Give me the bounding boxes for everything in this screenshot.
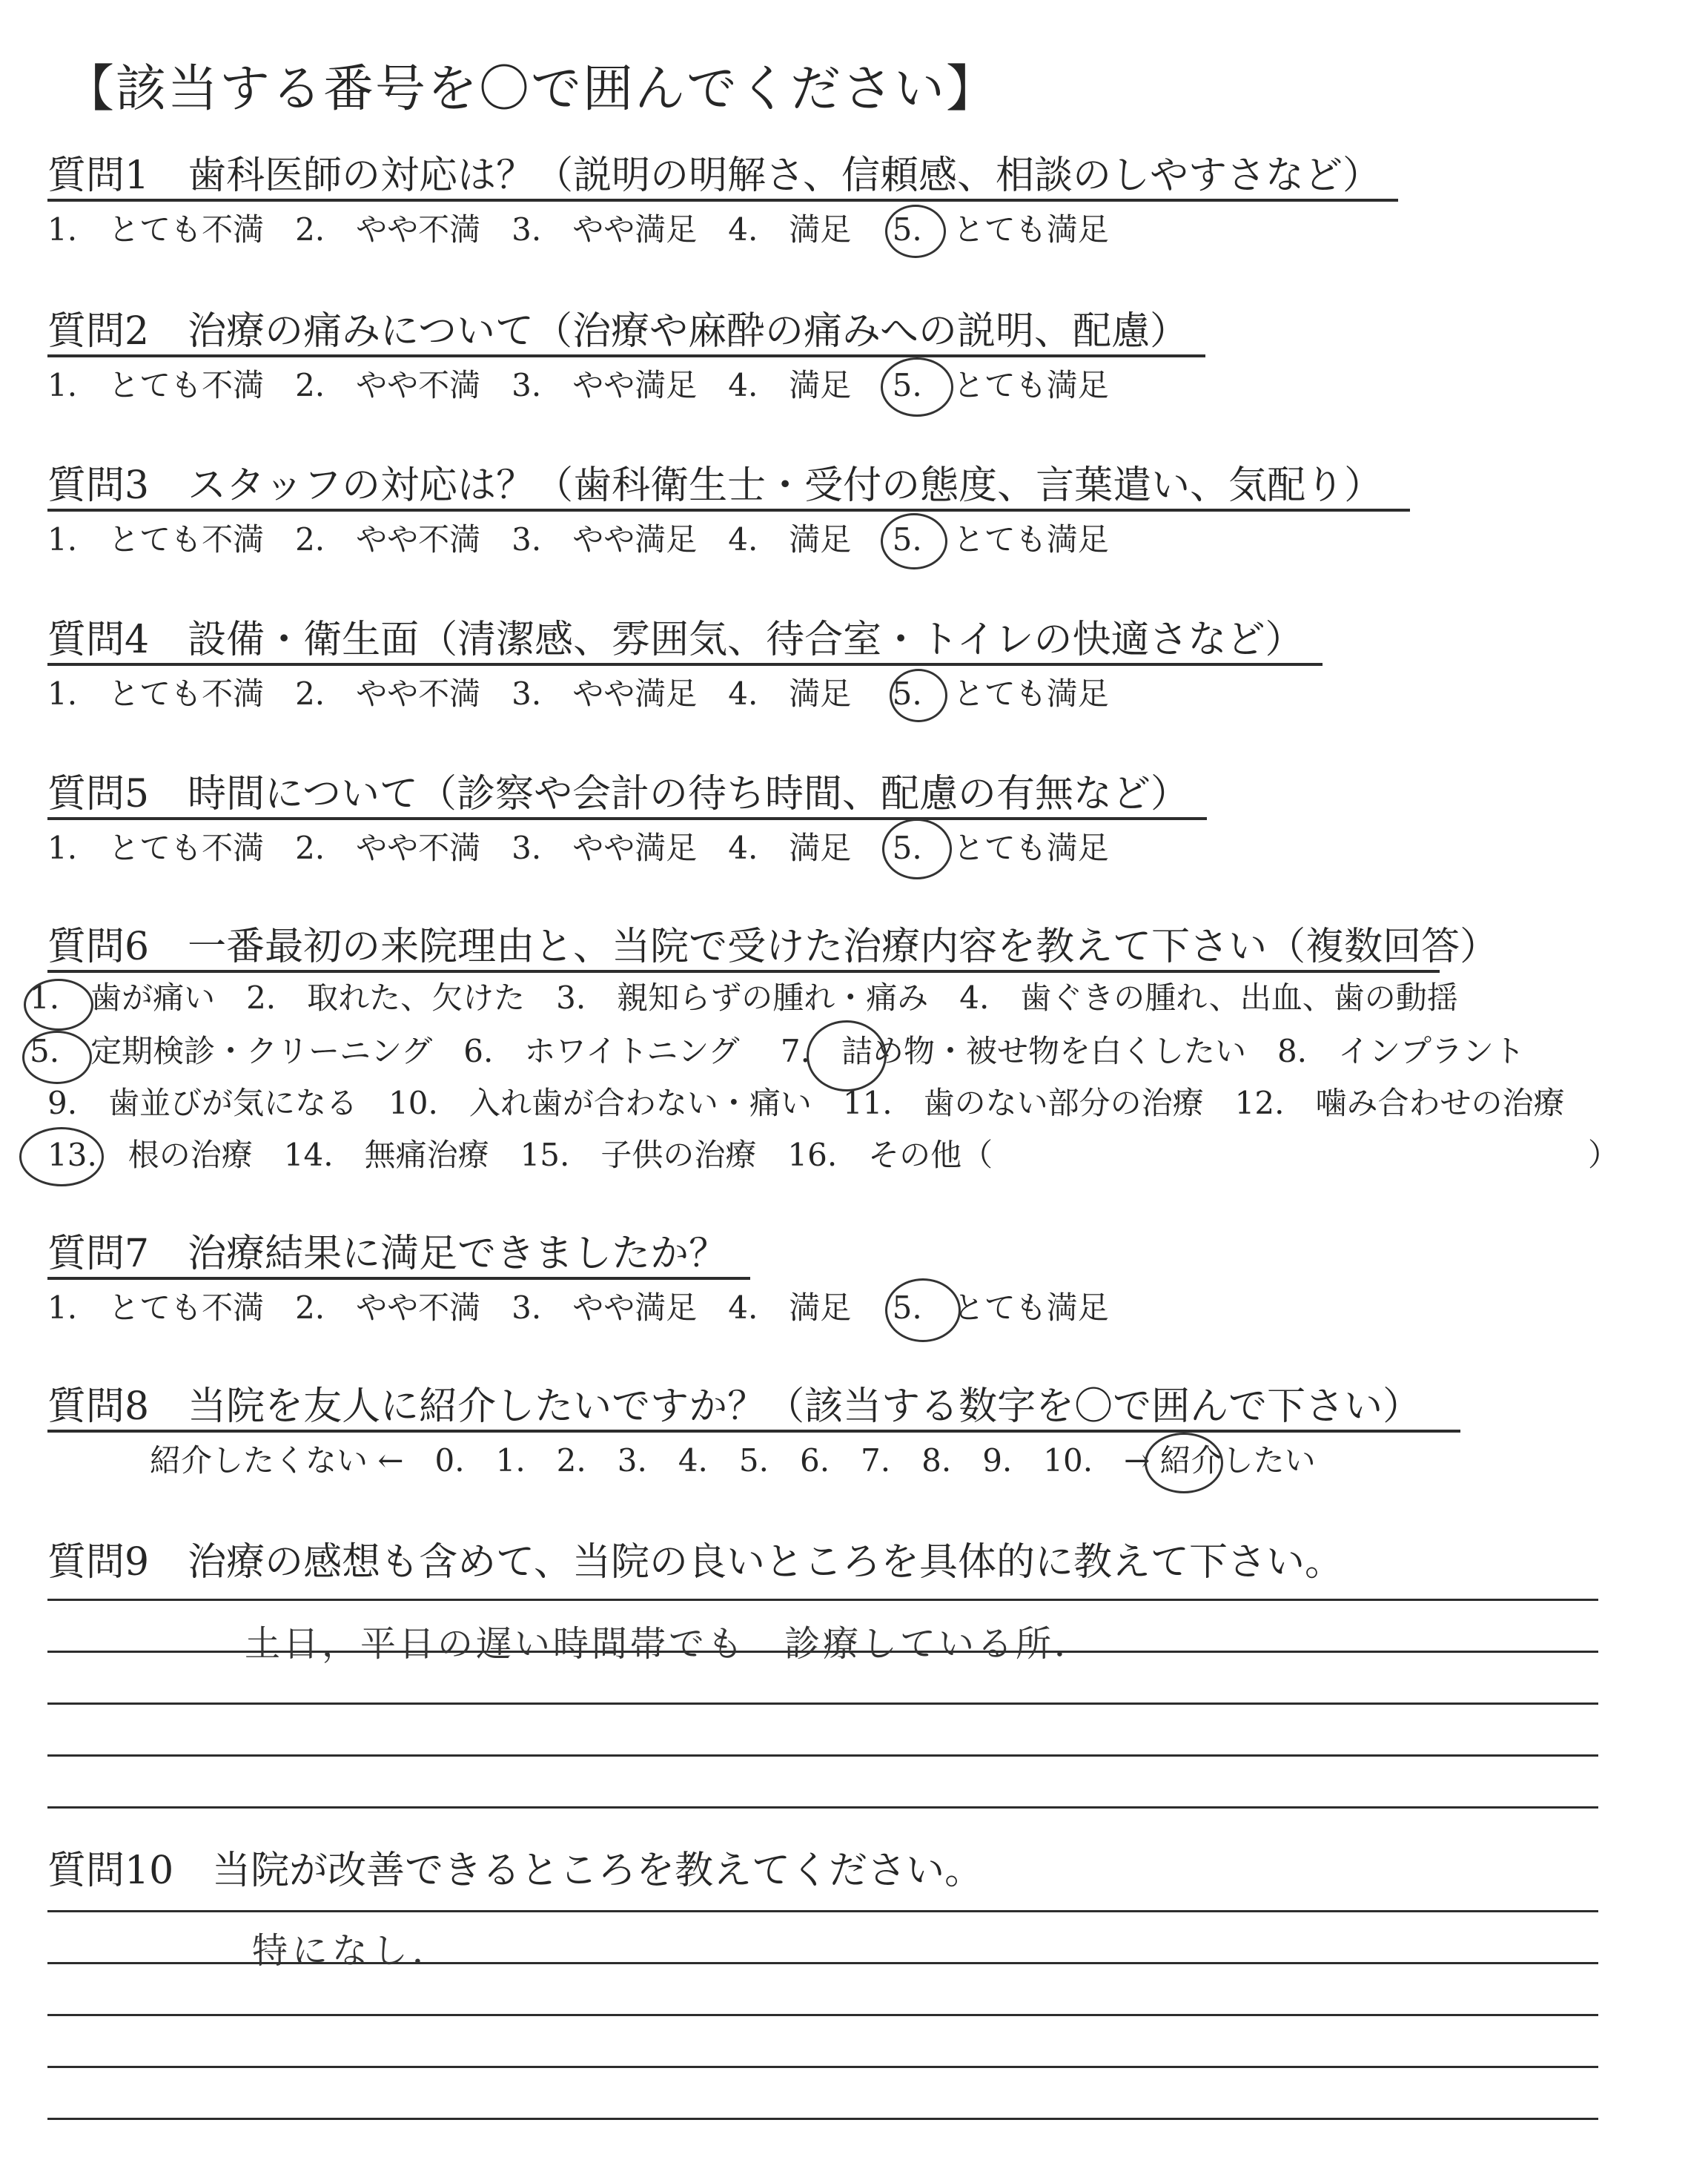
question-6-label: 質問6 一番最初の来院理由と、当院で受けた治療内容を教えて下さい（複数回答）: [47, 925, 1499, 969]
writing-line: [47, 2066, 1598, 2068]
writing-line: [47, 1599, 1598, 1601]
question-2-label: 質問2 治療の痛みについて（治療や麻酔の痛みへの説明、配慮）: [47, 309, 1189, 354]
answer-circle-q2: [881, 357, 953, 417]
answer-circle-q3: [881, 513, 947, 569]
question-6-options-line-4: 13. 根の治療 14. 無痛治療 15. 子供の治療 16. その他（: [47, 1137, 993, 1173]
question-4-underline: [47, 663, 1323, 666]
question-2-underline: [47, 354, 1205, 357]
question-3-underline: [47, 509, 1410, 512]
question-9-handwritten-answer: 土日，平日の遅い時間帯でも 診療している所．: [245, 1623, 1093, 1665]
question-3-options: 1. とても不満 2. やや不満 3. やや満足 4. 満足 5. とても満足: [47, 521, 1109, 558]
answer-circle-q6-7: [807, 1020, 887, 1091]
question-6-other-close: ）: [1588, 1137, 1620, 1173]
question-10-handwritten-answer: 特になし．: [252, 1930, 453, 1972]
question-2-options: 1. とても不満 2. やや不満 3. やや満足 4. 満足 5. とても満足: [47, 367, 1109, 403]
question-1-underline: [47, 199, 1398, 202]
page-title: 【該当する番号を〇で囲んでください】: [64, 60, 999, 119]
answer-circle-q6-13: [19, 1127, 104, 1186]
question-8-underline: [47, 1430, 1460, 1433]
writing-line: [47, 1754, 1598, 1757]
answer-circle-q6-1: [24, 979, 93, 1031]
question-6-options-line-2: 5. 定期検診・クリーニング 6. ホワイトニング 7. 詰め物・被せ物を白くしたい 8. インプラント: [30, 1033, 1526, 1069]
question-10-label: 質問10 当院が改善できるところを教えてください。: [47, 1849, 984, 1893]
writing-line: [47, 1910, 1598, 1912]
writing-line: [47, 2118, 1598, 2120]
question-6-options-line-1: 1. 歯が痛い 2. 取れた、欠けた 3. 親知らずの腫れ・痛み 4. 歯ぐきの腫れ、出血、歯の動揺: [30, 980, 1458, 1016]
question-4-label: 質問4 設備・衛生面（清潔感、雰囲気、待合室・トイレの快適さなど）: [47, 618, 1304, 662]
question-5-options: 1. とても不満 2. やや不満 3. やや満足 4. 満足 5. とても満足: [47, 830, 1109, 866]
question-8-label: 質問8 当院を友人に紹介したいですか？（該当する数字を〇で囲んで下さい）: [47, 1384, 1422, 1429]
question-6-options-line-3: 9. 歯並びが気になる 10. 入れ歯が合わない・痛い 11. 歯のない部分の治療 12. 噛み合わせの治療: [47, 1085, 1565, 1121]
answer-circle-q6-5: [22, 1031, 92, 1084]
question-7-underline: [47, 1277, 750, 1280]
writing-line: [47, 1702, 1598, 1705]
writing-line: [47, 2014, 1598, 2016]
question-3-label: 質問3 スタッフの対応は？（歯科衛生士・受付の態度、言葉遣い、気配り）: [47, 463, 1383, 508]
answer-circle-q8: [1145, 1433, 1223, 1493]
answer-circle-q7: [885, 1278, 961, 1342]
question-1-options: 1. とても不満 2. やや不満 3. やや満足 4. 満足 5. とても満足: [47, 211, 1109, 248]
question-9-label: 質問9 治療の感想も含めて、当院の良いところを具体的に教えて下さい。: [47, 1540, 1344, 1585]
writing-line: [47, 1806, 1598, 1809]
answer-circle-q5: [882, 819, 952, 879]
question-8-scale: 紹介したくない ← 0. 1. 2. 3. 4. 5. 6. 7. 8. 9. 10. → 紹介したい: [150, 1442, 1316, 1479]
question-5-underline: [47, 817, 1207, 820]
question-5-label: 質問5 時間について（診察や会計の待ち時間、配慮の有無など）: [47, 772, 1190, 816]
answer-circle-q4: [890, 669, 947, 722]
question-7-options: 1. とても不満 2. やや不満 3. やや満足 4. 満足 5. とても満足: [47, 1289, 1109, 1326]
answer-circle-q1: [885, 205, 946, 258]
question-6-underline: [47, 970, 1440, 973]
question-4-options: 1. とても不満 2. やや不満 3. やや満足 4. 満足 5. とても満足: [47, 676, 1109, 712]
question-1-label: 質問1 歯科医師の対応は？（説明の明解さ、信頼感、相談のしやすさなど）: [47, 153, 1382, 198]
question-7-label: 質問7 治療結果に満足できましたか？: [47, 1232, 728, 1276]
